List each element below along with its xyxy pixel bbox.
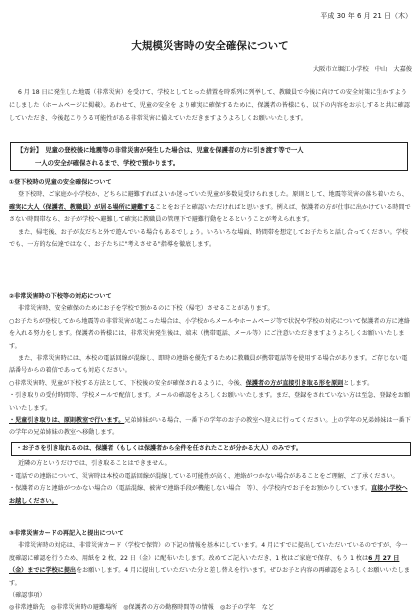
section-2-boxed-notice (11, 442, 411, 456)
section-2-emphasis: 保護者の方が直接引き取る形を原則 (245, 379, 344, 387)
section-2-paragraph-2: ○お子たちが登校してから地震等の非常災害が起こった場合は、小学校からメールやホームページ等で状況や学校の対応について保護者の方に連絡を入れる努力をします。保護者の皆様には、非常災害発生後は、端末（携帯電話、メール等）にご注意いただきますようよろしくお願いいたします。 (9, 317, 410, 350)
intro-paragraph (9, 86, 410, 125)
section-1-heading: ①登下校時の児童の安全確保について (9, 179, 112, 186)
section-commute-safety (9, 177, 411, 251)
section-2-paragraph-4: ○非常災害時、児童が下校する方法として、下校後の安全が確保されるように、今後、保護者の方が直接引き取る形を原則とします。 (9, 379, 374, 387)
section-2-paragraph-3: また、非常災害時には、本校の電話回線が混線し、即時の連絡を優先するために教職員が携帯電話等を使用する場合があります。ご存じない電話番号からの着信であっても対応ください。 (9, 355, 408, 375)
intro-text: 6 月 18 日に発生した地震（非常災害）を受けて、学校としてとった措置を時系列に列挙して、教職員で今後に向けての安全対策に生かすようにしました（ホームページに掲載）。あわせて、児童の安全を より確実に確保するために、保護者の皆様にも、以下の内容をお示しすると共に確認していただき、今後起こりうる可能性がある非常災害に備えていただきますようよろしくお願いいたします。 (9, 89, 410, 122)
document-title: 大規模災害時の安全確保について (131, 40, 289, 52)
section-1-paragraph-1: 登下校時、ご家庭か小学校か、どちらに避難すればよいか迷っていた児童が多数見受けられました。原則として、地震等災害の落ち着いたら、確実に大人（保護者、教職員）が居る場所に避難することをお子と確認いただければと思います。例えば、保護者の方が仕事に出かけている時間でさない時間帯なら、お子が学校へ避難して確実に教職員の管理下で避難行動をとるということが考えられます。 (9, 191, 411, 224)
section-2-bullet-1: ・引き取りの受付時間等、学校メールで配信します。メールの確認をよろしくお願いいたします。まだ、登録をされていない方は至急、登録をお願いいたします。 (9, 392, 410, 412)
policy-box (10, 142, 408, 171)
section-3-heading: ③非常災害カードの再記入と提出について (9, 530, 124, 537)
section-2-bullet-3: ・お子さを引き取れるのは、保護者（もしくは保護者から全件を任されたことが分かる大人）のみです。 (16, 444, 302, 452)
document-date: 平成 30 年 6 月 21 日（木） (320, 12, 412, 20)
section-1-paragraph-2: また、帰宅後、お子が友だちと外で遊んでいる場合もあるでしょう。いろいろな場面、時間帯を想定してお子たちと話し合ってください。学校でも、一方的な伝達ではなく、お子たちに"考えさせる"指導を徹底します。 (9, 228, 408, 249)
section-2-bullet-2: ・児童引き取りは、原則教室で行います。兄弟姉妹がいる場合、一番下の学年のお子の教室へ迎えに行ってください。上の学年の兄弟姉妹は一番下の学年の兄弟姉妹の教室へ移動します。 (9, 417, 411, 437)
document-author: 大阪市立堀江小学校 中山 大嘉俊 (313, 66, 412, 73)
section-3-confirm-items: ◎非常連絡先 ◎非常災害時の避難場所 ◎保護者の方の勤務時間等の情報 ◎お子の学年 など (9, 604, 275, 612)
section-3-emphasis: 6 月 27 日（金）までに学校に提出 (9, 554, 400, 575)
policy-line-2: 一人の安全が確保されるまで、学校で預かります。 (35, 160, 180, 167)
section-3-confirm-label: （確認事項） (9, 592, 46, 600)
section-1-emphasis: 確実に大人（保護者、教職員）が居る場所に避難する (9, 203, 156, 211)
section-2-bullet-4: ・電話での連絡について、災害時は本校の電話回線が混線している可能性が高く、連絡がつかない場合があることをご理解、ご了承ください。 (9, 472, 399, 480)
section-dismissal (9, 291, 411, 508)
policy-line-1: 【方針】 児童の登校後に地震等の非常災害が発生した場合は、児童を保護者の方に引き渡す等で一人 (17, 147, 304, 154)
section-2-heading: ②非常災害時の下校等の対応について (9, 293, 112, 300)
section-2-bullet-3-note: 近隣の方というだけでは、引き取ることはできません。 (18, 460, 171, 468)
section-2-bullet-5: ・保護者の方と連絡がつかない場合の（電話混線、被害で連絡手段が機能しない場合 等）、小学校内でお子をお預かりしています。直接小学校へお越しください。 (9, 485, 408, 505)
section-emergency-card (9, 528, 411, 615)
section-3-paragraph-1: 非常災害時の対応は、非常災害カード（学校で保管）の下記の情報を基本にしています。4 月にすでに提出していただいているのですが、今一度確認に確認を行うため、用紙を 2 枚、22 日（金）に配布いたします。改めてご記入いただき、1 枚はご家庭で保存、もう 1 枚は6 月 27 日（金）までに学校に提出をお願いします。4 月に提出していただいた分と差し替えを行います。ぜひお子と内容の再確認をよろしくお願いいたします。 (9, 542, 410, 587)
section-2-paragraph-1: 非常災害時、安全確保のためにお子を学校で預かるのに下校（帰宅）させることがあります。 (18, 305, 274, 313)
